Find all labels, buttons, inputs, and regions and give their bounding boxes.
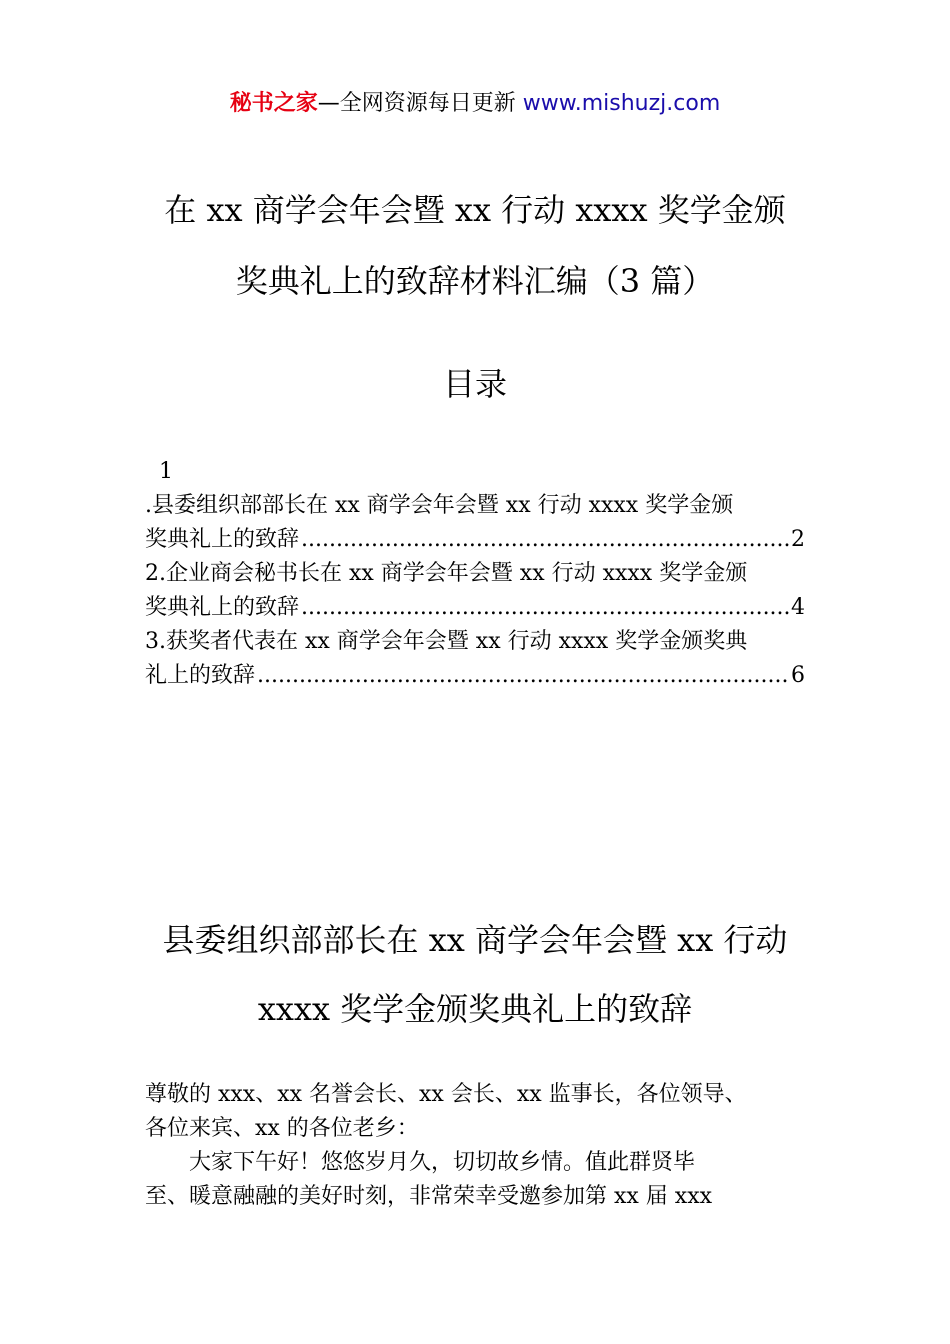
site-url-link[interactable]: www.mishuzj.com: [522, 91, 721, 116]
toc-entry-3-page: 6: [791, 663, 805, 688]
section-title-line-2: xxxx 奖学金颁奖典礼上的致辞: [257, 990, 693, 1028]
toc-entry-2-page: 4: [791, 595, 805, 620]
toc-entry-1-line-1[interactable]: .县委组织部部长在 xx 商学会年会暨 xx 行动 xxxx 奖学金颁: [145, 493, 734, 518]
toc-entry-2-line-2[interactable]: [145, 591, 805, 625]
toc-dot-leader: [301, 591, 789, 625]
site-header: [0, 88, 950, 120]
toc-entry-1-number: 1: [159, 459, 173, 484]
toc-entry-1-page: 2: [791, 527, 805, 552]
brand-name: 秘书之家: [229, 91, 318, 116]
toc-entry-3-line-2[interactable]: [145, 659, 805, 693]
body-line: 大家下午好！悠悠岁月久，切切故乡情。值此群贤毕: [189, 1150, 696, 1175]
toc-entry-2-text: 奖典礼上的致辞: [145, 595, 300, 620]
toc-entry-3-text: 礼上的致辞: [145, 663, 256, 688]
section-title-line-1: 县委组织部部长在 xx 商学会年会暨 xx 行动: [162, 921, 788, 959]
header-slogan: —全网资源每日更新: [317, 91, 523, 116]
body-line: 各位来宾、xx 的各位老乡：: [145, 1116, 419, 1141]
toc-dot-leader: [301, 523, 789, 557]
document-title-line-2: 奖典礼上的致辞材料汇编（3 篇）: [235, 262, 715, 300]
toc-dot-leader: [257, 659, 789, 693]
body-line: 尊敬的 xxx、xx 名誉会长、xx 会长、xx 监事长，各位领导、: [145, 1082, 747, 1107]
toc-entry-1-line-2[interactable]: [145, 523, 805, 557]
toc-entry-2-line-1[interactable]: 2.企业商会秘书长在 xx 商学会年会暨 xx 行动 xxxx 奖学金颁: [145, 561, 748, 586]
document-title-line-1: 在 xx 商学会年会暨 xx 行动 xxxx 奖学金颁: [164, 191, 786, 229]
body-line: 至、暖意融融的美好时刻，非常荣幸受邀参加第 xx 届 xxx: [145, 1184, 713, 1209]
toc-heading: 目录: [442, 365, 507, 403]
toc-entry-1-text: 奖典礼上的致辞: [145, 527, 300, 552]
toc-entry-3-line-1[interactable]: 3.获奖者代表在 xx 商学会年会暨 xx 行动 xxxx 奖学金颁奖典: [145, 629, 748, 654]
